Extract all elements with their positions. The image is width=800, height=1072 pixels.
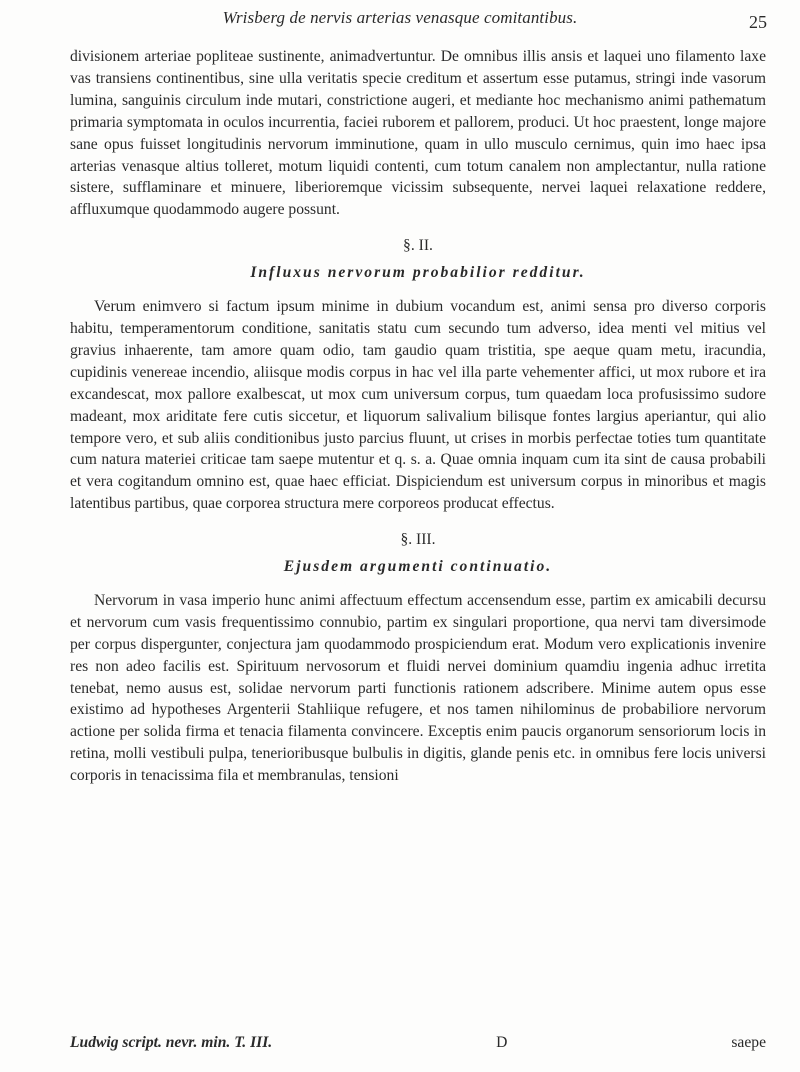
- section-title: Influxus nervorum probabilior redditur.: [250, 264, 586, 282]
- signature-mark: D: [496, 1034, 508, 1051]
- section-number: §. III.: [400, 531, 436, 549]
- page-footer: [70, 1034, 766, 1052]
- running-head: Wrisberg de nervis arterias venasque comitantibus.: [222, 8, 578, 27]
- section-title: Ejusdem argumenti continuatio.: [283, 558, 553, 576]
- catchword: saepe: [731, 1034, 766, 1051]
- footer-reference: Ludwig script. nevr. min. T. III.: [70, 1034, 273, 1051]
- paragraph: Verum enimvero si factum ipsum minime in dubium vocandum est, animi sensa pro diverso corporis habitu, temperamentorum conditione, sanitatis statu cum secundo tum adverso, idea menti vel mitius vel gravius inhaerente, tam amore quam odio, tam gaudio quam tristitia, spe aeque quam metu, iracundia, cupidinis venereae incendio, aliisque modis corpus in hac vel illa parte vehementer affici, ut mox rubore et ira excandescat, mox pallore exalbescat, ut mox cum universum corpus, tum quaedam loca profusissimo sudore madeant, mox ariditate fere cutis siccetur, et liquorum salivalium bilisque fontes largius aperiantur, qui alio tempore vero, et sub aliis conditionibus justo parcius fluunt, ut crises in morbis perfectae toties tum quantitate cum natura materiei criticae tam saepe mutentur et q. s. a. Quae omnia inquam cum ita sint de causa probabili et vera cogitandum omnino est, quae haec efficiat. Dispiciendum est universum corpus in minoribus et magis latentibus partibus, quae corporea structura mere corporeos producat effectus.: [70, 298, 766, 513]
- body-text: [70, 46, 766, 787]
- page-number: 25: [749, 12, 767, 32]
- paragraph-continued: divisionem arteriae popliteae sustinente, animadvertuntur. De omnibus illis ansis et laquei uno filamento laxe vas transiens continentibus, sine ulla veritatis specie creditum et assertum esse putamus, stringi inde vasorum lumina, sanguinis circulum inde mutari, constrictione augeri, et mediante hoc mechanismo animi pathematum primaria symptomata in oculos incurrentia, faciei ruborem et pallorem, produci. Ut hoc praestent, longe majore sane opus fuisset longitudinis nervorum imminutione, quam in ullo musculo cernimus, quin imo haec ipsa arterias venasque altius tolleret, motum liquidi contenti, cum totum canalem non amplectantur, nulla ratione sistere, sufflaminare et minuere, liberioremque vicissim subsequente, nervei laquei relaxatione reddere, affluxumque quodammodo augere possunt.: [70, 48, 766, 219]
- section-number: §. II.: [403, 237, 433, 255]
- paragraph: Nervorum in vasa imperio hunc animi affectuum effectum accensendum esse, partim ex amicabili decursu et nervorum cum vasis frequentissimo connubio, partim ex singulari proportione, qua nervi tam diversimode per corpus dispergunter, conjectura jam quodammodo prospiciendum erat. Modum vero explicationis invenire res non adeo facilis est. Spirituum nervosorum et fluidi nervei dominium quamdiu ingenia adhuc irretita tenebat, nemo ausus est, solidae nervorum parti functionis rationem adscribere. Minime autem opus esse existimo ad hypotheses Argenterii Stahliique refugere, et nos tamen nihilominus de probabiliore nervorum actione per solida firma et tenacia filamenta convincere. Exceptis enim paucis organorum sensoriorum locis in retina, molli vestibuli pulpa, tenerioribusque bulbulis in digitis, glande penis etc. in omnibus fere locis universi corporis in tenacissima fila et membranulas, tensioni: [70, 591, 766, 785]
